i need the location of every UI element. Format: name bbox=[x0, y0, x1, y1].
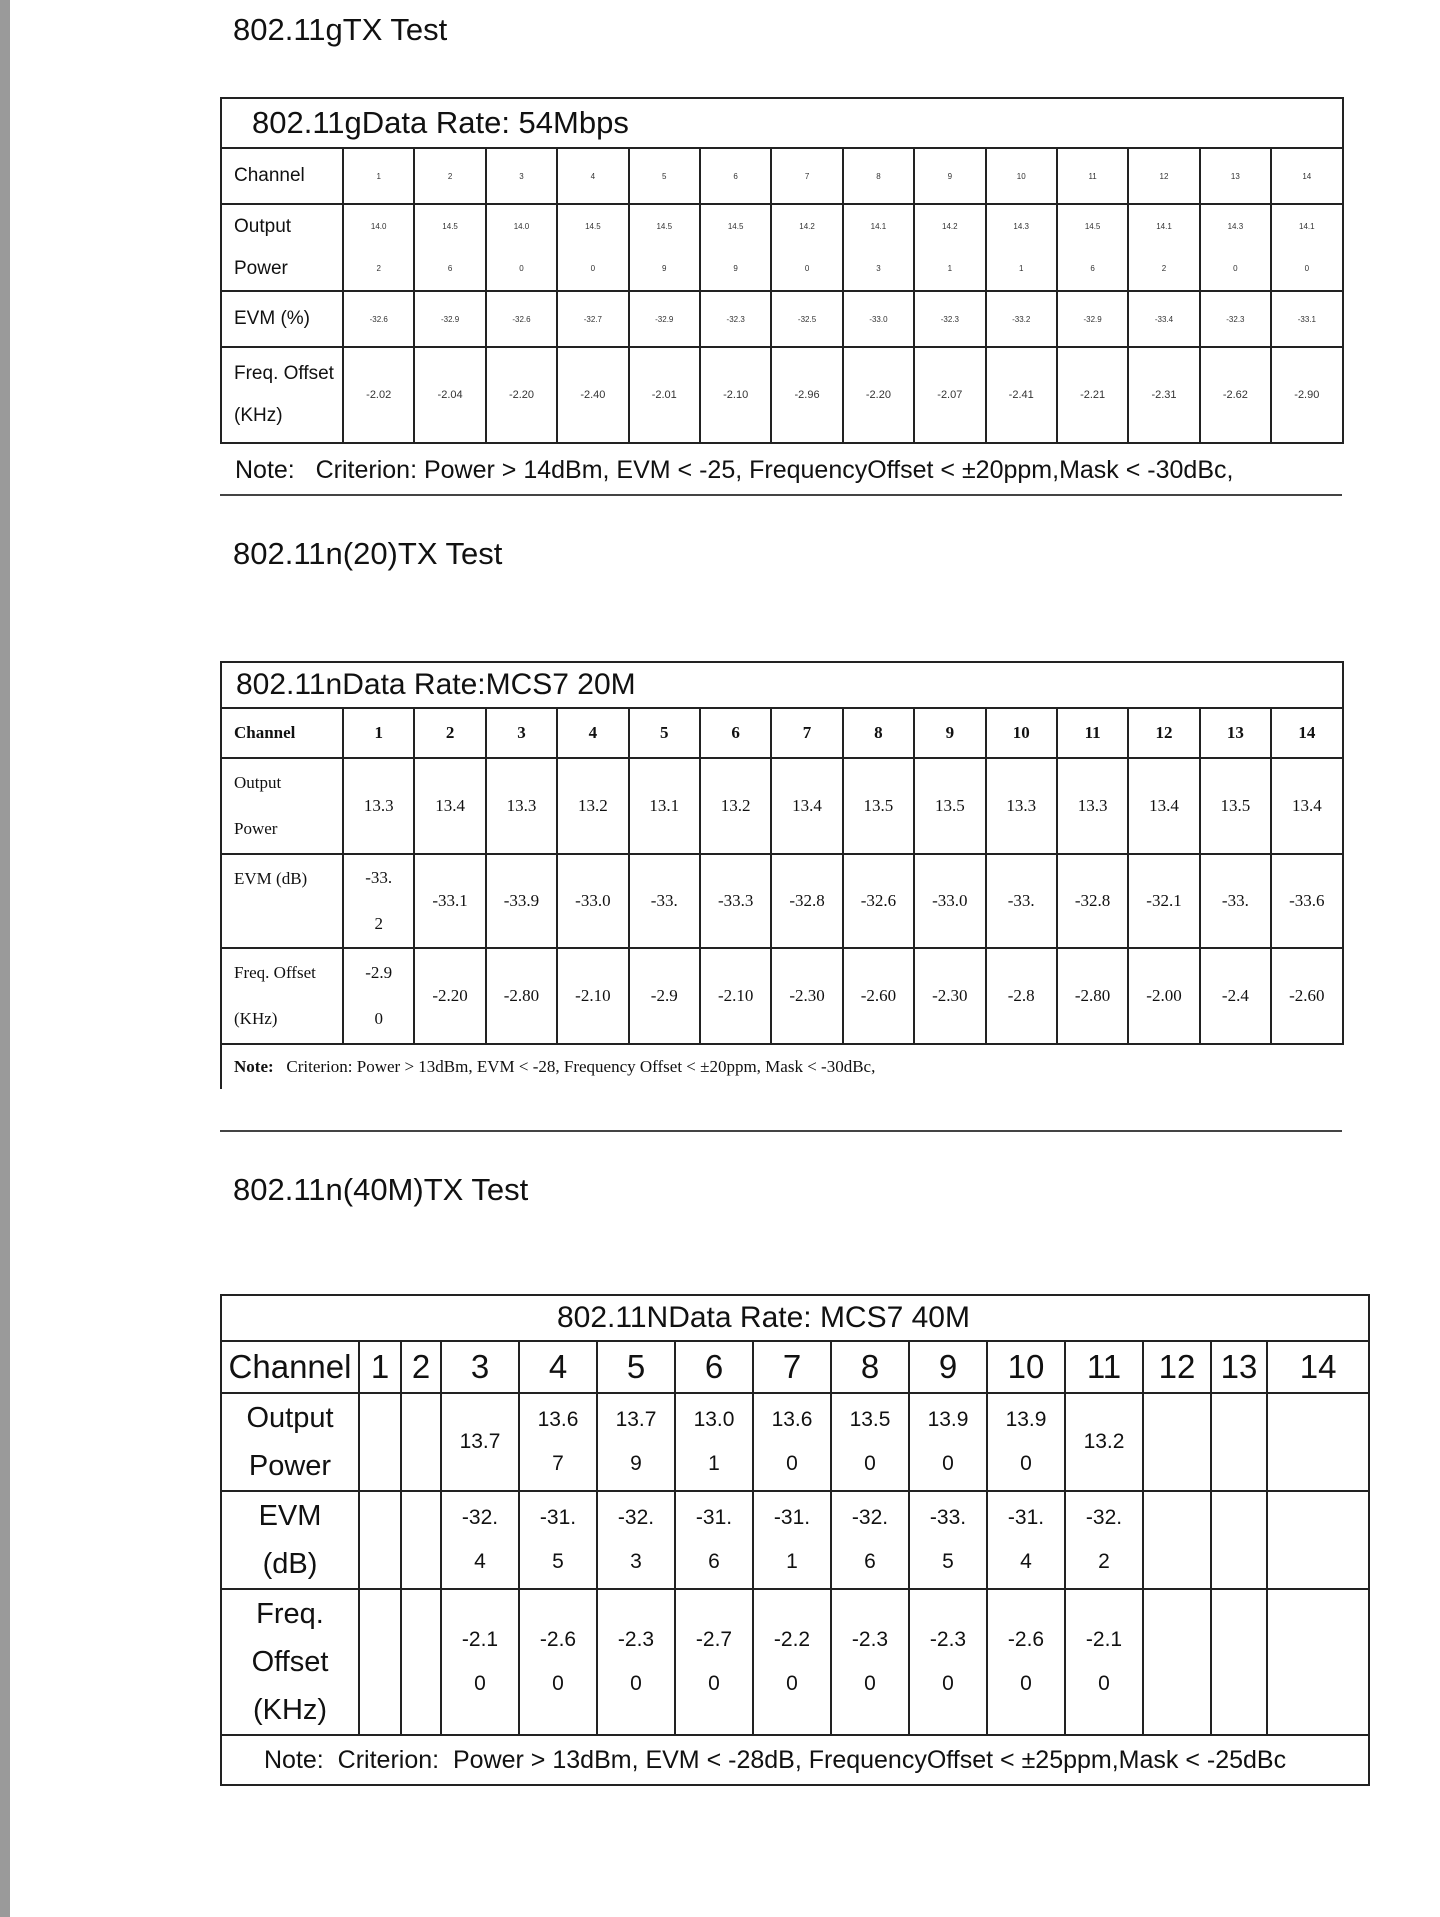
power-cell: 14.2 0 bbox=[771, 204, 842, 291]
empty-cell bbox=[359, 1393, 401, 1491]
evm-cell: -33.0 bbox=[843, 291, 914, 347]
power-cell: 13.4 bbox=[414, 758, 485, 854]
evm-cell: -32.6 bbox=[843, 854, 914, 948]
freq-cell: -2.20 bbox=[414, 948, 485, 1044]
freq-cell: -2.30 bbox=[914, 948, 985, 1044]
power-cell: 13.5 bbox=[843, 758, 914, 854]
power-cell: 14.5 6 bbox=[414, 204, 485, 291]
channel-cell: 6 bbox=[675, 1341, 753, 1393]
freq-cell: -2.41 bbox=[986, 347, 1057, 443]
channel-cell: 9 bbox=[914, 708, 985, 758]
evm-cell: -33.4 bbox=[1128, 291, 1199, 347]
power-cell: 14.0 2 bbox=[343, 204, 414, 291]
channel-cell: 10 bbox=[986, 708, 1057, 758]
empty-cell bbox=[1267, 1393, 1369, 1491]
freq-cell: -2.40 bbox=[557, 347, 628, 443]
empty-cell bbox=[1143, 1589, 1211, 1735]
channel-cell: 13 bbox=[1211, 1341, 1267, 1393]
power-cell: 13.5 bbox=[914, 758, 985, 854]
table-80211n-mcs7-20m bbox=[220, 661, 1344, 1089]
section-heading-80211n-40: 802.11n(40M)TX Test bbox=[233, 1172, 529, 1207]
freq-cell: -2.20 bbox=[486, 347, 557, 443]
freq-cell: -2.1 0 bbox=[1065, 1589, 1143, 1735]
freq-cell: -2.3 0 bbox=[909, 1589, 987, 1735]
evm-cell: -32.1 bbox=[1128, 854, 1199, 948]
power-cell: 14.5 0 bbox=[557, 204, 628, 291]
freq-cell: -2.9 bbox=[629, 948, 700, 1044]
evm-cell: -31. 6 bbox=[675, 1491, 753, 1589]
channel-cell: 12 bbox=[1128, 148, 1199, 204]
empty-cell bbox=[401, 1491, 441, 1589]
channel-cell: 7 bbox=[753, 1341, 831, 1393]
freq-cell: -2.10 bbox=[700, 948, 771, 1044]
evm-cell: -32.9 bbox=[414, 291, 485, 347]
empty-cell bbox=[359, 1589, 401, 1735]
evm-label: EVM (dB) bbox=[221, 854, 343, 948]
power-cell: 13.3 bbox=[343, 758, 414, 854]
channel-cell: 10 bbox=[986, 148, 1057, 204]
power-cell: 14.1 0 bbox=[1271, 204, 1342, 291]
power-cell: 13.4 bbox=[1128, 758, 1199, 854]
channel-cell: 3 bbox=[486, 708, 557, 758]
evm-cell: -32.8 bbox=[771, 854, 842, 948]
power-cell: 13.3 bbox=[486, 758, 557, 854]
channel-label: Channel bbox=[221, 148, 343, 204]
channel-cell: 12 bbox=[1128, 708, 1199, 758]
freq-cell: -2.02 bbox=[343, 347, 414, 443]
power-cell: 14.2 1 bbox=[914, 204, 985, 291]
section-heading-80211n-20: 802.11n(20)TX Test bbox=[233, 536, 503, 571]
freq-cell: -2.62 bbox=[1200, 347, 1271, 443]
power-cell: 14.1 2 bbox=[1128, 204, 1199, 291]
power-cell: 13.9 0 bbox=[909, 1393, 987, 1491]
empty-cell bbox=[401, 1393, 441, 1491]
empty-cell bbox=[1267, 1589, 1369, 1735]
evm-cell: -33.2 bbox=[986, 291, 1057, 347]
table-80211n-mcs7-40m bbox=[220, 1294, 1370, 1786]
freq-cell: -2.2 0 bbox=[753, 1589, 831, 1735]
freq-cell: -2.30 bbox=[771, 948, 842, 1044]
channel-cell: 1 bbox=[359, 1341, 401, 1393]
channel-cell: 5 bbox=[629, 708, 700, 758]
channel-cell: 6 bbox=[700, 148, 771, 204]
channel-cell: 4 bbox=[519, 1341, 597, 1393]
output-power-label: Output Power bbox=[221, 1393, 359, 1491]
power-cell: 13.4 bbox=[771, 758, 842, 854]
channel-cell: 11 bbox=[1057, 148, 1128, 204]
evm-cell: -32.3 bbox=[1200, 291, 1271, 347]
channel-cell: 7 bbox=[771, 148, 842, 204]
evm-cell: -32.7 bbox=[557, 291, 628, 347]
evm-cell: -33. bbox=[1200, 854, 1271, 948]
evm-cell: -33. bbox=[986, 854, 1057, 948]
channel-cell: 5 bbox=[597, 1341, 675, 1393]
evm-cell: -32.3 bbox=[700, 291, 771, 347]
evm-cell: -33.1 bbox=[1271, 291, 1342, 347]
freq-cell: -2.20 bbox=[843, 347, 914, 443]
freq-cell: -2.31 bbox=[1128, 347, 1199, 443]
evm-cell: -32. 2 bbox=[1065, 1491, 1143, 1589]
channel-cell: 2 bbox=[401, 1341, 441, 1393]
divider bbox=[220, 494, 1342, 496]
criterion-note: Note: Criterion: Power > 13dBm, EVM < -28, Frequency Offset < ±20ppm, Mask < -30dBc, bbox=[221, 1044, 1343, 1089]
evm-cell: -33. 5 bbox=[909, 1491, 987, 1589]
channel-cell: 6 bbox=[700, 708, 771, 758]
freq-cell: -2.3 0 bbox=[831, 1589, 909, 1735]
page-edge-bar bbox=[0, 0, 10, 1917]
channel-cell: 14 bbox=[1267, 1341, 1369, 1393]
freq-cell: -2.60 bbox=[1271, 948, 1343, 1044]
freq-offset-label: Freq. Offset (KHz) bbox=[221, 347, 343, 443]
freq-cell: -2.90 bbox=[1271, 347, 1342, 443]
channel-cell: 9 bbox=[914, 148, 985, 204]
empty-cell bbox=[401, 1589, 441, 1735]
power-cell: 13.1 bbox=[629, 758, 700, 854]
power-cell: 14.1 3 bbox=[843, 204, 914, 291]
evm-cell: -33.1 bbox=[414, 854, 485, 948]
power-cell: 13.3 bbox=[1057, 758, 1128, 854]
table-title: 802.11nData Rate:MCS7 20M bbox=[221, 662, 1343, 708]
power-cell: 14.3 0 bbox=[1200, 204, 1271, 291]
channel-label: Channel bbox=[221, 708, 343, 758]
evm-cell: -32. 6 bbox=[831, 1491, 909, 1589]
power-cell: 13.6 0 bbox=[753, 1393, 831, 1491]
channel-cell: 8 bbox=[831, 1341, 909, 1393]
channel-cell: 14 bbox=[1271, 708, 1343, 758]
channel-cell: 9 bbox=[909, 1341, 987, 1393]
freq-cell: -2.6 0 bbox=[519, 1589, 597, 1735]
power-cell: 14.3 1 bbox=[986, 204, 1057, 291]
channel-cell: 8 bbox=[843, 148, 914, 204]
channel-cell: 11 bbox=[1065, 1341, 1143, 1393]
power-cell: 14.5 9 bbox=[700, 204, 771, 291]
freq-cell: -2.96 bbox=[771, 347, 842, 443]
output-power-label: Output Power bbox=[221, 204, 343, 291]
channel-cell: 10 bbox=[987, 1341, 1065, 1393]
power-cell: 13.2 bbox=[1065, 1393, 1143, 1491]
power-cell: 13.7 9 bbox=[597, 1393, 675, 1491]
table-80211g-54mbps bbox=[220, 97, 1344, 496]
channel-cell: 1 bbox=[343, 148, 414, 204]
power-cell: 13.5 bbox=[1200, 758, 1271, 854]
power-cell: 14.0 0 bbox=[486, 204, 557, 291]
empty-cell bbox=[1267, 1491, 1369, 1589]
channel-cell: 2 bbox=[414, 148, 485, 204]
empty-cell bbox=[1211, 1589, 1267, 1735]
freq-cell: -2.80 bbox=[1057, 948, 1128, 1044]
power-cell: 13.4 bbox=[1271, 758, 1343, 854]
evm-cell: -33.0 bbox=[914, 854, 985, 948]
channel-cell: 11 bbox=[1057, 708, 1128, 758]
power-cell: 13.2 bbox=[700, 758, 771, 854]
evm-cell: -32. 4 bbox=[441, 1491, 519, 1589]
power-cell: 13.5 0 bbox=[831, 1393, 909, 1491]
freq-offset-label: Freq. Offset (KHz) bbox=[221, 1589, 359, 1735]
channel-cell: 4 bbox=[557, 148, 628, 204]
output-power-label: Output Power bbox=[221, 758, 343, 854]
evm-cell: -33.9 bbox=[486, 854, 557, 948]
freq-cell: -2.80 bbox=[486, 948, 557, 1044]
evm-cell: -33. 2 bbox=[343, 854, 414, 948]
evm-cell: -32.8 bbox=[1057, 854, 1128, 948]
freq-cell: -2.1 0 bbox=[441, 1589, 519, 1735]
evm-cell: -33. bbox=[629, 854, 700, 948]
evm-cell: -33.0 bbox=[557, 854, 628, 948]
channel-label: Channel bbox=[221, 1341, 359, 1393]
evm-cell: -32.9 bbox=[1057, 291, 1128, 347]
evm-cell: -32. 3 bbox=[597, 1491, 675, 1589]
evm-cell: -32.6 bbox=[486, 291, 557, 347]
empty-cell bbox=[1143, 1491, 1211, 1589]
section-heading-80211g: 802.11gTX Test bbox=[233, 12, 448, 47]
channel-cell: 3 bbox=[441, 1341, 519, 1393]
empty-cell bbox=[359, 1491, 401, 1589]
power-cell: 13.6 7 bbox=[519, 1393, 597, 1491]
evm-label: EVM (%) bbox=[221, 291, 343, 347]
evm-cell: -32.5 bbox=[771, 291, 842, 347]
channel-cell: 13 bbox=[1200, 708, 1271, 758]
channel-cell: 7 bbox=[771, 708, 842, 758]
freq-cell: -2.21 bbox=[1057, 347, 1128, 443]
freq-cell: -2.7 0 bbox=[675, 1589, 753, 1735]
table-title: 802.11gData Rate: 54Mbps bbox=[221, 98, 1343, 148]
channel-cell: 1 bbox=[343, 708, 414, 758]
freq-cell: -2.8 bbox=[986, 948, 1057, 1044]
criterion-note: Note: Criterion: Power > 14dBm, EVM < -25, FrequencyOffset < ±20ppm,Mask < -30dBc, bbox=[235, 455, 1234, 484]
freq-cell: -2.3 0 bbox=[597, 1589, 675, 1735]
evm-cell: -32.3 bbox=[914, 291, 985, 347]
power-cell: 13.0 1 bbox=[675, 1393, 753, 1491]
freq-cell: -2.07 bbox=[914, 347, 985, 443]
empty-cell bbox=[1211, 1491, 1267, 1589]
freq-cell: -2.01 bbox=[629, 347, 700, 443]
power-cell: 13.9 0 bbox=[987, 1393, 1065, 1491]
freq-offset-label: Freq. Offset (KHz) bbox=[221, 948, 343, 1044]
empty-cell bbox=[1143, 1393, 1211, 1491]
channel-cell: 3 bbox=[486, 148, 557, 204]
evm-cell: -31. 4 bbox=[987, 1491, 1065, 1589]
channel-cell: 12 bbox=[1143, 1341, 1211, 1393]
evm-cell: -33.3 bbox=[700, 854, 771, 948]
freq-cell: -2.60 bbox=[843, 948, 914, 1044]
evm-cell: -31. 1 bbox=[753, 1491, 831, 1589]
divider bbox=[220, 1130, 1342, 1132]
channel-cell: 8 bbox=[843, 708, 914, 758]
freq-cell: -2.00 bbox=[1128, 948, 1199, 1044]
evm-cell: -33.6 bbox=[1271, 854, 1343, 948]
freq-cell: -2.04 bbox=[414, 347, 485, 443]
channel-cell: 2 bbox=[414, 708, 485, 758]
empty-cell bbox=[1211, 1393, 1267, 1491]
channel-cell: 5 bbox=[629, 148, 700, 204]
table-title: 802.11NData Rate: MCS7 40M bbox=[221, 1295, 1369, 1341]
criterion-note: Note: Criterion: Power > 13dBm, EVM < -28dB, FrequencyOffset < ±25ppm,Mask < -25dBc bbox=[221, 1735, 1369, 1785]
freq-cell: -2.10 bbox=[557, 948, 628, 1044]
evm-label: EVM (dB) bbox=[221, 1491, 359, 1589]
power-cell: 13.3 bbox=[986, 758, 1057, 854]
channel-cell: 14 bbox=[1271, 148, 1342, 204]
evm-cell: -31. 5 bbox=[519, 1491, 597, 1589]
evm-cell: -32.9 bbox=[629, 291, 700, 347]
channel-cell: 4 bbox=[557, 708, 628, 758]
freq-cell: -2.9 0 bbox=[343, 948, 414, 1044]
evm-cell: -32.6 bbox=[343, 291, 414, 347]
freq-cell: -2.10 bbox=[700, 347, 771, 443]
channel-cell: 13 bbox=[1200, 148, 1271, 204]
power-cell: 13.2 bbox=[557, 758, 628, 854]
power-cell: 13.7 bbox=[441, 1393, 519, 1491]
freq-cell: -2.6 0 bbox=[987, 1589, 1065, 1735]
freq-cell: -2.4 bbox=[1200, 948, 1271, 1044]
power-cell: 14.5 9 bbox=[629, 204, 700, 291]
power-cell: 14.5 6 bbox=[1057, 204, 1128, 291]
